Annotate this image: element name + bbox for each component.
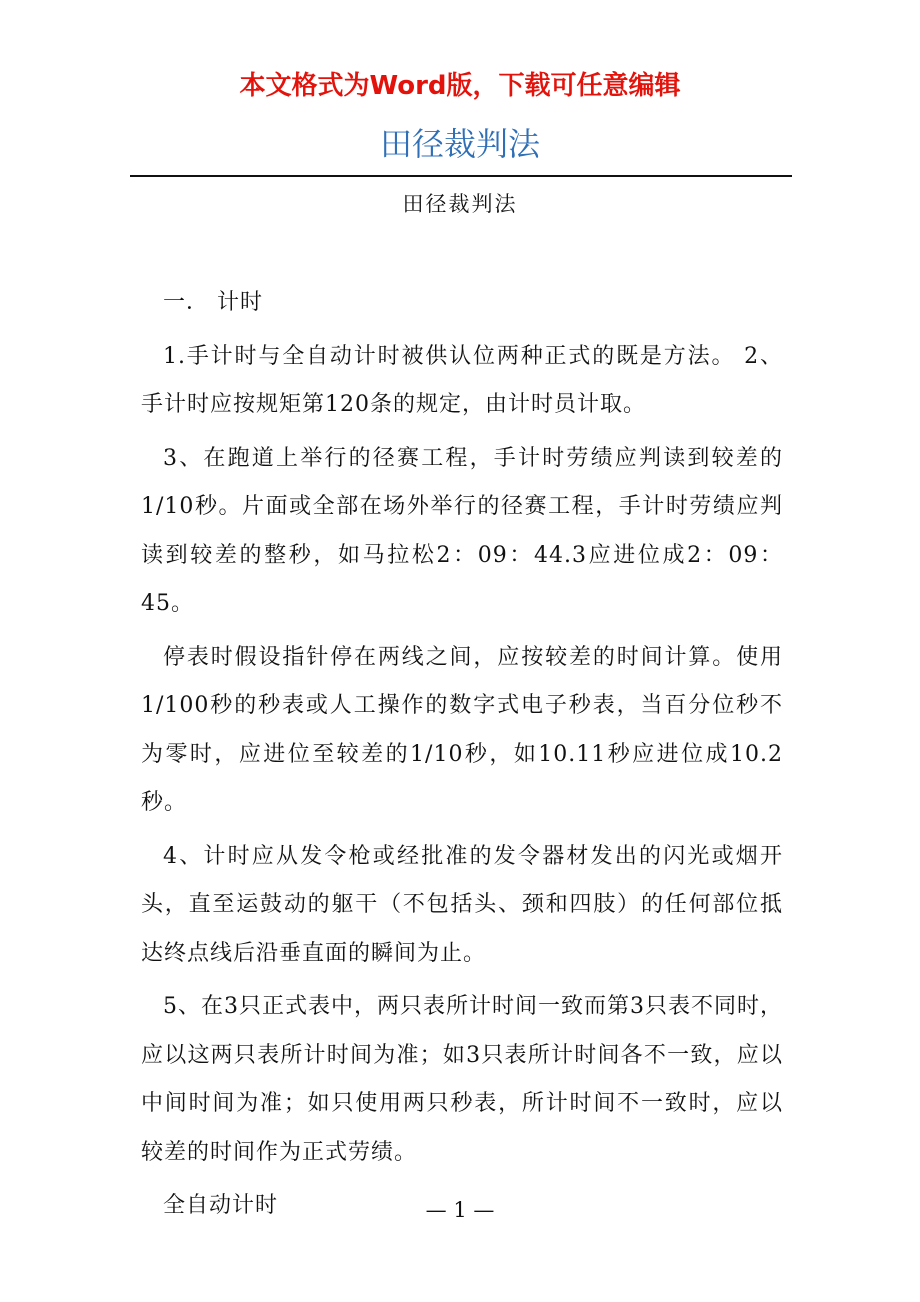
paragraph-1: 1.手计时与全自动计时被供认位两种正式的既是方法。 2、手计时应按规矩第120条的规定，由计时员计取。	[141, 343, 783, 417]
document-body	[141, 279, 783, 1231]
paragraph-5: 5、在3只正式表中，两只表所计时间一致而第3只表不同时，应以这两只表所计时间为准；如3只表所计时间各不一致，应以中间时间为准；如只使用两只秒表，所计时间不一致时，应以较差的时间作为正式劳绩。	[141, 994, 783, 1165]
document-title: 田径裁判法	[379, 125, 540, 163]
paragraph-2: 3、在跑道上举行的径赛工程，手计时劳绩应判读到较差的1/10秒。片面或全部在场外举行的径赛工程，手计时劳绩应判读到较差的整秒，如马拉松2：09：44.3应进位成2：09：45。	[141, 445, 783, 616]
paragraph-3: 停表时假设指针停在两线之间，应按较差的时间计算。使用1/100秒的秒表或人工操作的数字式电子秒表，当百分位秒不为零时，应进位至较差的1/10秒，如10.11秒应进位成10.2秒。	[141, 644, 783, 815]
closing-heading: 全自动计时	[163, 1193, 279, 1218]
title-divider	[130, 175, 792, 177]
section-heading: 一． 计时	[163, 290, 263, 315]
document-subtitle: 田径裁判法	[402, 192, 518, 216]
format-notice-banner: 本文格式为Word版，下载可任意编辑	[239, 71, 681, 101]
paragraph-4: 4、计时应从发令枪或经批准的发令器材发出的闪光或烟开头，直至运鼓动的躯干（不包括头、颈和四肢）的任何部位抵达终点线后沿垂直面的瞬间为止。	[141, 843, 783, 966]
page-number: — 1 —	[425, 1198, 495, 1222]
